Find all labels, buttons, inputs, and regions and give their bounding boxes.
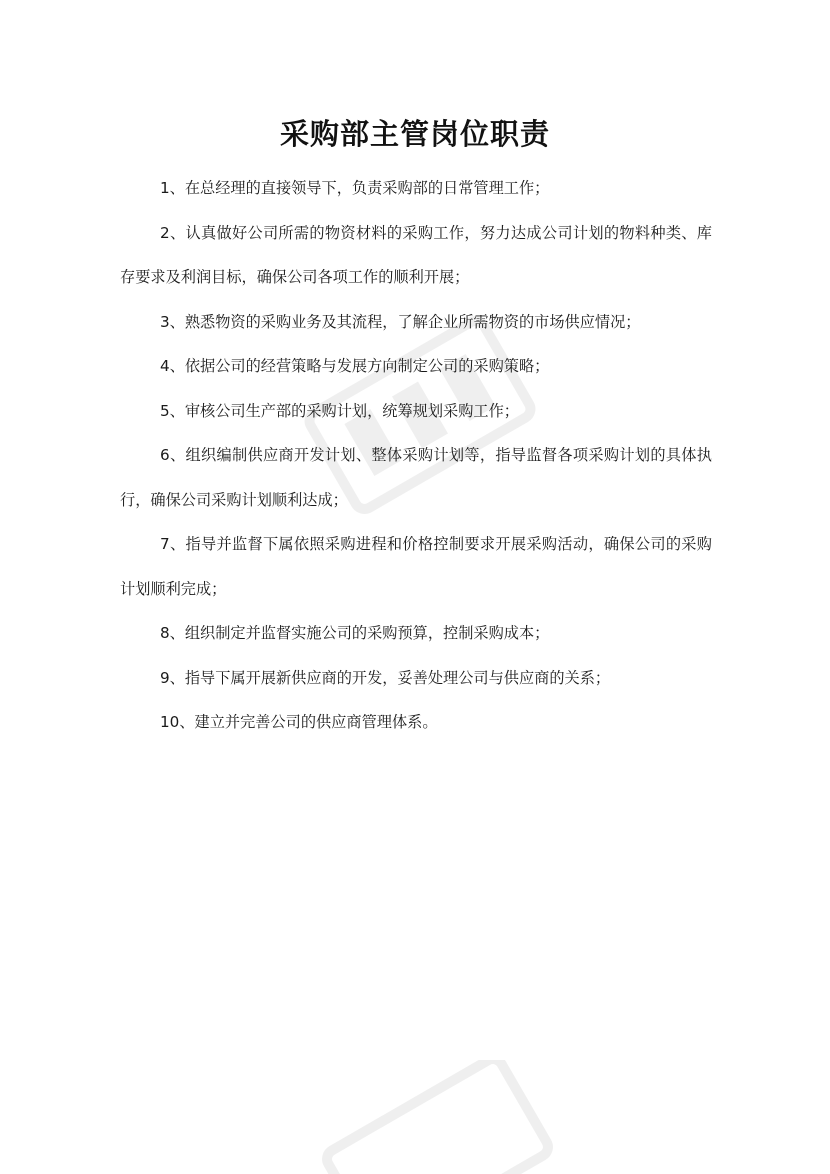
duty-item-6: 6、组织编制供应商开发计划、整体采购计划等，指导监督各项采购计划的具体执行，确保公司采购计划顺利达成；: [120, 446, 712, 509]
duty-item-8: 8、组织制定并监督实施公司的采购预算，控制采购成本；: [160, 624, 550, 642]
document-body: [120, 166, 712, 745]
duty-item-4: 4、依据公司的经营策略与发展方向制定公司的采购策略；: [160, 357, 550, 375]
duty-item-2: 2、认真做好公司所需的物资材料的采购工作，努力达成公司计划的物料种类、库存要求及利润目标，确保公司各项工作的顺利开展；: [120, 223, 712, 286]
duty-item-1: 1、在总经理的直接领导下，负责采购部的日常管理工作；: [160, 179, 550, 197]
document-title: 采购部主管岗位职责: [279, 117, 550, 151]
duty-item-5: 5、审核公司生产部的采购计划，统筹规划采购工作；: [160, 401, 519, 420]
duty-item-3: 3、熟悉物资的采购业务及其流程，了解企业所需物资的市场供应情况；: [160, 312, 641, 331]
duty-item-10: 10、建立并完善公司的供应商管理体系。: [160, 713, 438, 731]
duty-item-9: 9、指导下属开展新供应商的开发，妥善处理公司与供应商的关系；: [160, 668, 611, 687]
watermark-logo-bottom-icon: [300, 1060, 560, 1174]
duty-item-7: 7、指导并监督下属依照采购进程和价格控制要求开展采购活动，确保公司的采购计划顺利完成；: [120, 535, 712, 598]
